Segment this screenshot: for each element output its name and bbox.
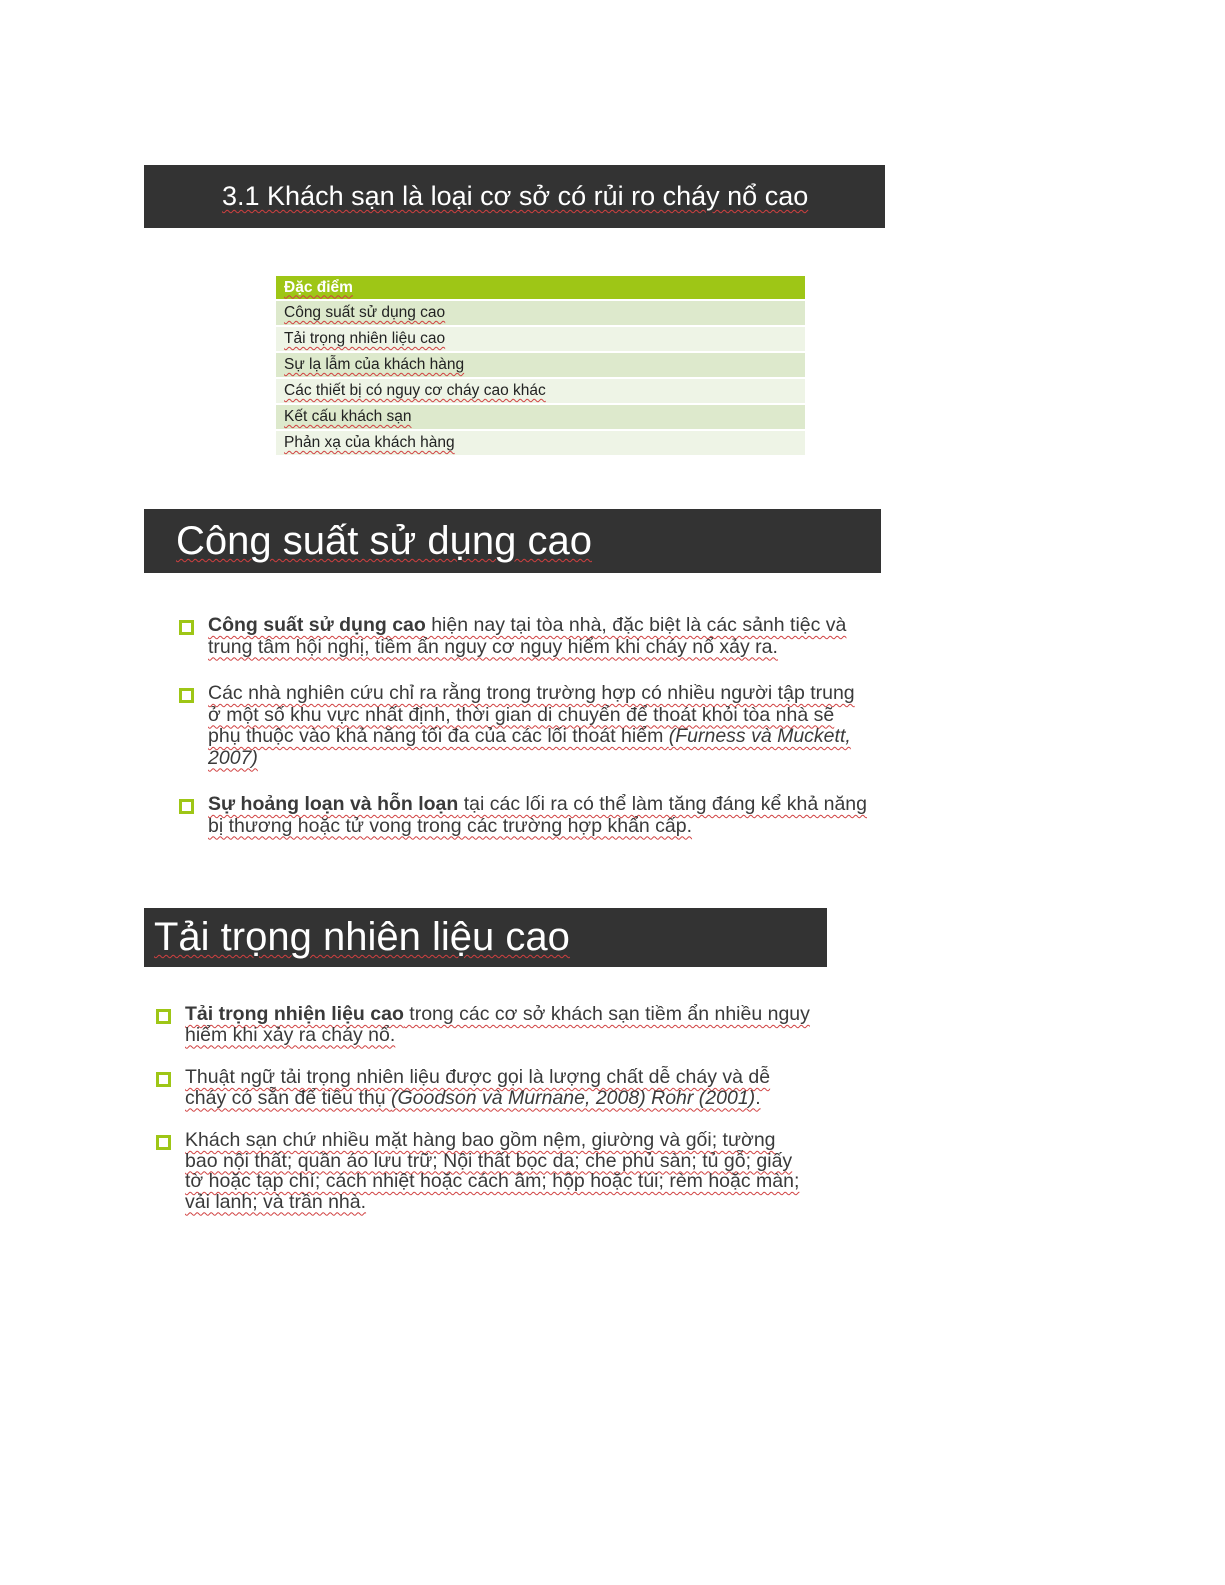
square-bullet-icon xyxy=(156,1009,171,1024)
bullet-bold-text: Tải trọng nhiện liệu cao xyxy=(185,1003,404,1025)
section-2-title-banner xyxy=(144,509,881,573)
section-3-title: Tải trọng nhiên liệu cao xyxy=(154,915,570,959)
bullet-citation: (Goodson và Murnane, 2008) Rohr (2001) xyxy=(390,1086,756,1109)
section-1-title: 3.1 Khách sạn là loại cơ sở có rủi ro cháy nổ cao xyxy=(222,181,809,211)
table-cell: Tải trọng nhiên liệu cao xyxy=(276,327,805,351)
bullet-text: trong các cơ sở khách sạn tiềm ẩn nhiều nguy hiểm khi xảy ra cháy nổ. xyxy=(185,1003,810,1046)
bullet-text: tại các lối ra có thể làm tăng đáng kể khả năng bị thương hoặc tử vong trong các trường hợp khẩn cấp. xyxy=(208,793,867,837)
square-bullet-icon xyxy=(179,688,194,703)
section-1-title-banner xyxy=(144,165,885,228)
table-cell: Phản xạ của khách hàng xyxy=(276,431,805,455)
section-3-bullet-list xyxy=(185,1004,810,1234)
bullet-bold-text: Sự hoảng loạn và hỗn loạn xyxy=(208,793,459,815)
table-header-cell: Đặc điểm xyxy=(276,276,805,299)
bullet-text: hiện nay tại tòa nhà, đặc biệt là các sảnh tiệc và trung tâm hội nghị, tiềm ẩn nguy cơ nguy hiểm khi cháy nổ xảy ra. xyxy=(208,614,847,658)
table-row xyxy=(276,327,805,351)
list-item xyxy=(185,1130,810,1212)
list-item xyxy=(185,1067,810,1108)
bullet-bold-text: Công suất sử dụng cao xyxy=(208,614,426,636)
table-header-row xyxy=(276,276,805,299)
features-table xyxy=(276,274,805,457)
section-3-title-banner xyxy=(144,908,827,967)
list-item xyxy=(208,794,868,837)
table-row xyxy=(276,405,805,429)
table-cell: Kết cấu khách sạn xyxy=(276,405,805,429)
bullet-text: Thuật ngữ tải trọng nhiên liệu được gọi là lượng chất dễ cháy và dễ cháy có sẵn để tiêu thụ xyxy=(185,1066,771,1109)
table-row xyxy=(276,379,805,403)
table-row xyxy=(276,353,805,377)
list-item xyxy=(185,1004,810,1045)
bullet-citation: (Furness và Muckett, 2007) xyxy=(208,725,851,769)
table-row xyxy=(276,431,805,455)
square-bullet-icon xyxy=(156,1072,171,1087)
square-bullet-icon xyxy=(179,799,194,814)
table-row xyxy=(276,301,805,325)
square-bullet-icon xyxy=(156,1135,171,1150)
table-cell: Sự lạ lẫm của khách hàng xyxy=(276,353,805,377)
list-item xyxy=(208,615,868,658)
bullet-text: Các nhà nghiên cứu chỉ ra rằng trong trường hợp có nhiều người tập trung ở một số khu vực nhất định, thời gian di chuyển để thoát khỏi tòa nhà sẽ phụ thuộc vào khả năng tối đa của các lối thoát hiểm xyxy=(208,682,855,747)
table-cell: Công suất sử dụng cao xyxy=(276,301,805,325)
bullet-text: Khách sạn chứ nhiều mặt hàng bao gồm nệm, giường và gối; tường bao nội thất; quần áo lưu trữ; Nội thất bọc da; che phủ sàn; tủ gỗ; giấy tờ hoặc tạp chí; cách nhiệt hoặc cách âm; hộp hoặc túi; rèm hoặc màn; vải lanh; và trần nhà. xyxy=(185,1129,800,1213)
section-2-title: Công suất sử dụng cao xyxy=(176,519,592,563)
table-cell: Các thiết bị có nguy cơ cháy cao khác xyxy=(276,379,805,403)
list-item xyxy=(208,683,868,769)
bullet-text-tail: . xyxy=(755,1086,761,1109)
section-2-bullet-list xyxy=(208,615,868,862)
square-bullet-icon xyxy=(179,620,194,635)
